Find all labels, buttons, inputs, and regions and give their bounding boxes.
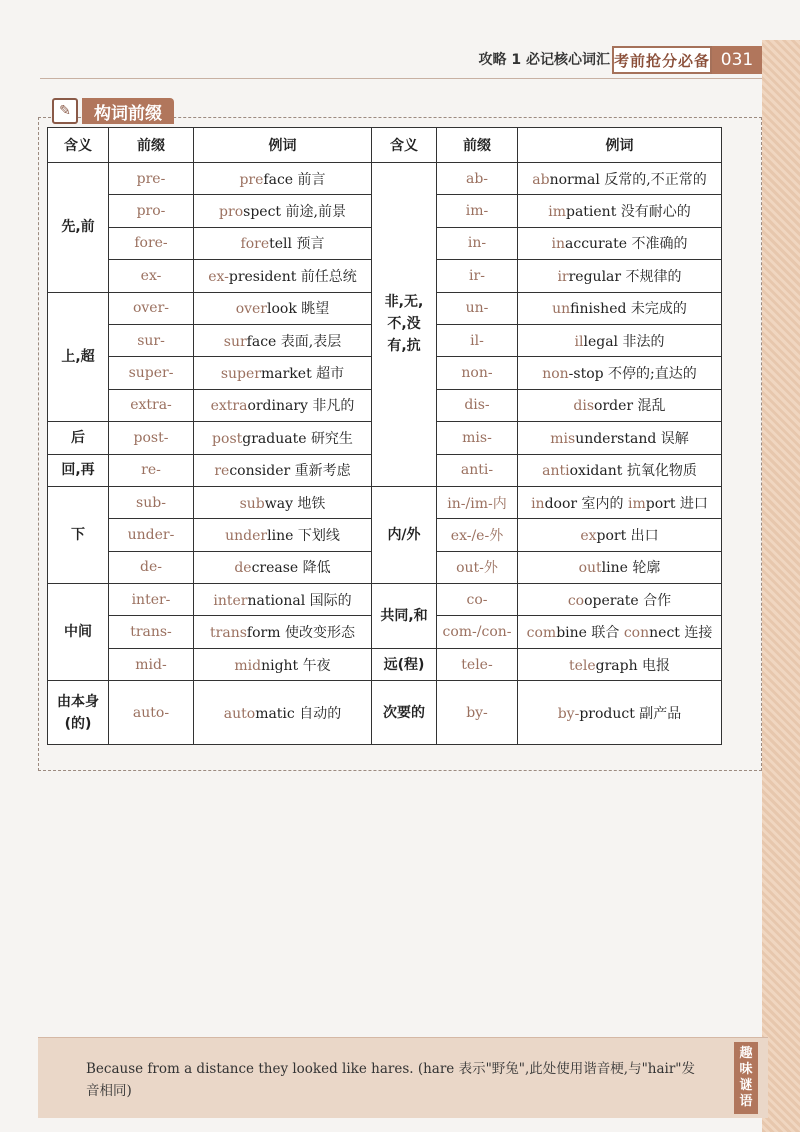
prefix-cell: auto- [109, 681, 194, 745]
example-rest-part: tell 预言 [269, 236, 325, 253]
example-prefix-part: sub [239, 495, 265, 512]
meaning-cell-left: 中间 [48, 584, 109, 681]
meaning-cell-right: 次要的 [372, 681, 437, 745]
example-cell [518, 292, 722, 324]
example-cell [194, 486, 372, 518]
example-prefix-part: in [531, 495, 545, 512]
prefix-cell: sur- [109, 324, 194, 356]
prefix-cell: mid- [109, 648, 194, 680]
example-rest-part: regular 不规律的 [568, 268, 682, 285]
example-cell [194, 324, 372, 356]
prefix-cell: pre- [109, 163, 194, 195]
riddle-badge-char: 谜 [739, 1078, 753, 1093]
example-cell [518, 519, 722, 551]
example-prefix-part: in [551, 236, 566, 253]
prefix-cell: ex-/e-外 [437, 519, 518, 551]
example-cell [518, 551, 722, 583]
example-cell [194, 163, 372, 195]
example-rest-part: line 下划线 [267, 527, 340, 544]
example-cell [518, 324, 722, 356]
example-prefix-part: pro [219, 204, 244, 221]
example-rest-part: way 地铁 [264, 495, 326, 512]
example-cell [518, 227, 722, 259]
example-prefix-part: by- [557, 705, 580, 722]
example-rest-part: oxidant 抗氧化物质 [569, 463, 697, 480]
page-header [0, 46, 762, 74]
example-cell [194, 227, 372, 259]
example-cell [518, 681, 722, 745]
example-rest-part: understand 误解 [575, 430, 689, 447]
example-prefix-part: sur [223, 333, 247, 350]
example-rest-part: -stop 不停的;直达的 [568, 366, 697, 383]
example-cell [518, 454, 722, 486]
example-rest-part: patient 没有耐心的 [565, 204, 691, 221]
example-prefix-part: de [234, 560, 252, 577]
example-rest-part: face 表面,表层 [246, 333, 342, 350]
prefix-cell: super- [109, 357, 194, 389]
example-cell [194, 292, 372, 324]
page-number: 031 [712, 46, 762, 74]
example-prefix-part: trans [210, 625, 247, 642]
prefix-cell: in- [437, 227, 518, 259]
example-prefix-part: re [214, 463, 230, 480]
section-title-label: 构词前缀 [82, 98, 174, 124]
example-rest-part: nect 连接 [649, 625, 713, 642]
header-divider [40, 78, 762, 79]
example-cell [194, 357, 372, 389]
example-prefix-part: inter [213, 592, 248, 609]
header-meaning-right: 含义 [372, 128, 437, 163]
example-prefix-part: over [235, 301, 268, 318]
table-header-row [48, 128, 722, 163]
table-row [48, 584, 722, 616]
example-prefix-part: co [567, 592, 585, 609]
example-cell [518, 195, 722, 227]
prefix-table [47, 127, 722, 745]
table-row [48, 486, 722, 518]
example-rest-part: crease 降低 [251, 560, 331, 577]
side-strip-top-gap [762, 0, 800, 40]
prefix-cell: dis- [437, 389, 518, 421]
header-prefix-right: 前缀 [437, 128, 518, 163]
table-row [48, 163, 722, 195]
example-rest-part: graph 电报 [595, 657, 671, 674]
example-prefix-part: under [225, 527, 268, 544]
prefix-cell: il- [437, 324, 518, 356]
meaning-cell-right: 共同,和 [372, 584, 437, 649]
example-cell [518, 616, 722, 648]
example-prefix-part: com [526, 625, 557, 642]
example-rest-part: face 前言 [263, 171, 326, 188]
prefix-cell: tele- [437, 648, 518, 680]
prefix-cell: anti- [437, 454, 518, 486]
example-rest-part: accurate 不准确的 [565, 236, 688, 253]
header-example-left: 例词 [194, 128, 372, 163]
meaning-cell-left: 先,前 [48, 163, 109, 293]
example-cell [518, 163, 722, 195]
header-prefix-left: 前缀 [109, 128, 194, 163]
example-cell [194, 551, 372, 583]
example-prefix-part: dis [573, 398, 595, 415]
riddle-badge-char: 味 [739, 1062, 753, 1077]
prefix-cell: fore- [109, 227, 194, 259]
riddle-badge-char: 趣 [739, 1046, 753, 1061]
example-cell [194, 648, 372, 680]
pencil-note-icon: ✎ [52, 98, 78, 124]
table-row [48, 681, 722, 745]
prefix-cell: im- [437, 195, 518, 227]
example-cell [194, 422, 372, 454]
side-decoration-strip [762, 0, 800, 1132]
example-rest-part: line 轮廓 [601, 560, 661, 577]
riddle-answer-text: Because from a distance they looked like hares. (hare 表示"野兔",此处使用谐音梗,与"hair"发音相同) [86, 1061, 696, 1099]
meaning-cell-right: 非,无, 不,没 有,抗 [372, 163, 437, 487]
riddle-badge [734, 1042, 758, 1114]
header-banner: 考前抢分必备 [612, 46, 712, 74]
example-prefix-part: im [548, 204, 566, 221]
prefix-cell: trans- [109, 616, 194, 648]
example-prefix-part: ir [557, 268, 569, 285]
example-prefix-part: anti [542, 463, 570, 480]
meaning-cell-right: 远(程) [372, 648, 437, 680]
example-prefix-part: pre [239, 171, 264, 188]
example-cell [194, 389, 372, 421]
example-prefix-part: mid [234, 657, 262, 674]
meaning-cell-left: 下 [48, 486, 109, 583]
prefix-cell: by- [437, 681, 518, 745]
example-prefix-part: im [627, 495, 646, 512]
example-cell [194, 616, 372, 648]
riddle-tip-box [38, 1037, 768, 1118]
prefix-cell: ir- [437, 260, 518, 292]
example-cell [194, 584, 372, 616]
example-rest-part: finished 未完成的 [570, 301, 687, 318]
example-prefix-part: super [220, 366, 261, 383]
prefix-cell: extra- [109, 389, 194, 421]
meaning-cell-left: 回,再 [48, 454, 109, 486]
prefix-cell: de- [109, 551, 194, 583]
example-rest-part: normal 反常的,不正常的 [549, 171, 707, 188]
example-rest-part: legal 非法的 [583, 333, 665, 350]
example-cell [518, 648, 722, 680]
example-prefix-part: con [623, 625, 650, 642]
example-rest-part: port 出口 [596, 527, 659, 544]
example-cell [194, 519, 372, 551]
prefix-cell: ab- [437, 163, 518, 195]
prefix-cell: ex- [109, 260, 194, 292]
prefix-cell: sub- [109, 486, 194, 518]
example-rest-part: national 国际的 [247, 592, 352, 609]
prefix-cell: non- [437, 357, 518, 389]
example-rest-part: product 副产品 [579, 705, 682, 722]
example-prefix-part: tele [568, 657, 596, 674]
header-meaning-left: 含义 [48, 128, 109, 163]
prefix-cell: co- [437, 584, 518, 616]
example-rest-part: look 眺望 [267, 301, 330, 318]
example-prefix-part: ex [580, 527, 597, 544]
example-prefix-part: extra [210, 398, 248, 415]
example-rest-part: spect 前途,前景 [243, 204, 346, 221]
example-prefix-part: un [552, 301, 571, 318]
example-rest-part: consider 重新考虑 [229, 463, 351, 480]
example-rest-part: order 混乱 [594, 398, 666, 415]
example-rest-part: president 前任总统 [228, 268, 357, 285]
meaning-cell-left: 后 [48, 422, 109, 454]
example-cell [194, 260, 372, 292]
prefix-cell: under- [109, 519, 194, 551]
example-cell [518, 389, 722, 421]
example-prefix-part: auto [223, 705, 256, 722]
example-cell [518, 260, 722, 292]
section-title [52, 98, 174, 124]
example-cell [518, 584, 722, 616]
chapter-guide: 攻略 1 必记核心词汇 [478, 52, 610, 68]
example-rest-part: ordinary 非凡的 [247, 398, 355, 415]
example-prefix-part: post [212, 430, 243, 447]
example-rest-part: matic 自动的 [255, 705, 342, 722]
example-prefix-part: ex- [208, 268, 229, 285]
prefix-cell: pro- [109, 195, 194, 227]
meaning-cell-left: 由本身(的) [48, 681, 109, 745]
riddle-badge-char: 语 [739, 1094, 753, 1109]
example-rest-part: port 进口 [645, 495, 708, 512]
prefix-cell: re- [109, 454, 194, 486]
example-prefix-part: mis [550, 430, 576, 447]
example-rest-part: form 使改变形态 [246, 625, 355, 642]
prefix-cell: over- [109, 292, 194, 324]
example-prefix-part: non [542, 366, 569, 383]
example-cell [194, 681, 372, 745]
meaning-cell-left: 上,超 [48, 292, 109, 422]
example-rest-part: bine 联合 [556, 625, 624, 642]
example-rest-part: graduate 研究生 [242, 430, 353, 447]
header-example-right: 例词 [518, 128, 722, 163]
prefix-cell: un- [437, 292, 518, 324]
prefix-cell: com-/con- [437, 616, 518, 648]
example-cell [194, 195, 372, 227]
example-prefix-part: out [578, 560, 602, 577]
prefix-cell: out-外 [437, 551, 518, 583]
table-row [48, 648, 722, 680]
example-prefix-part: fore [240, 236, 270, 253]
example-rest-part: operate 合作 [584, 592, 672, 609]
prefix-cell: inter- [109, 584, 194, 616]
prefix-cell: post- [109, 422, 194, 454]
prefix-cell: in-/im-内 [437, 486, 518, 518]
example-cell [518, 422, 722, 454]
meaning-cell-right: 内/外 [372, 486, 437, 583]
example-cell [518, 357, 722, 389]
example-cell [194, 454, 372, 486]
prefix-cell: mis- [437, 422, 518, 454]
example-rest-part: door 室内的 [544, 495, 628, 512]
example-prefix-part: il [574, 333, 584, 350]
example-prefix-part: ab [532, 171, 550, 188]
example-cell [518, 486, 722, 518]
example-rest-part: night 午夜 [261, 657, 331, 674]
example-rest-part: market 超市 [260, 366, 345, 383]
